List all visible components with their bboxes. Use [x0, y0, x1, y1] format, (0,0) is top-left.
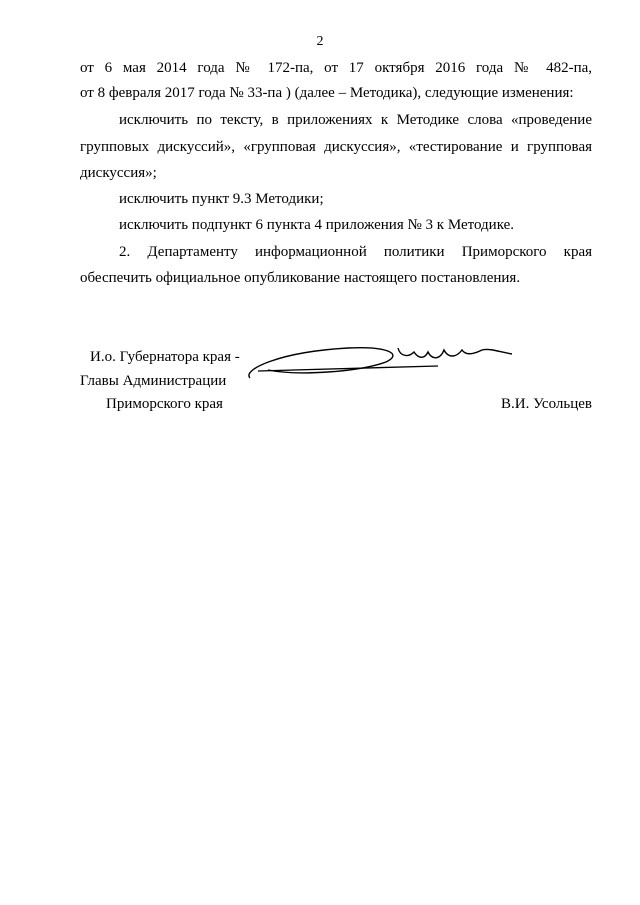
signatory-title-line-1: И.о. Губернатора края - [90, 349, 240, 365]
signatory-title-line-3: Приморского края [106, 396, 223, 412]
signatory-title-line-2: Главы Администрации [80, 373, 227, 389]
body-line-4: групповых дискуссий», «групповая дискуссия», «тестирование и групповая [80, 139, 592, 155]
body-line-5: дискуссия»; [80, 165, 157, 181]
body-line-8: 2. Департаменту информационной политики Приморского края [119, 244, 592, 260]
body-line-6: исключить пункт 9.3 Методики; [119, 191, 324, 207]
page-number: 2 [316, 34, 324, 49]
body-line-2: от 8 февраля 2017 года № 33-па ) (далее – Методика), следующие изменения: [80, 85, 574, 101]
body-line-7: исключить подпункт 6 пункта 4 приложения № 3 к Методике. [119, 217, 515, 233]
handwritten-signature [238, 340, 528, 388]
body-line-3: исключить по тексту, в приложениях к Методике слова «проведение [119, 112, 592, 128]
body-line-9: обеспечить официальное опубликование настоящего постановления. [80, 270, 521, 286]
signatory-name: В.И. Усольцев [501, 396, 592, 412]
body-line-1: от 6 мая 2014 года № 172-па, от 17 октября 2016 года № 482-па, [80, 60, 592, 76]
